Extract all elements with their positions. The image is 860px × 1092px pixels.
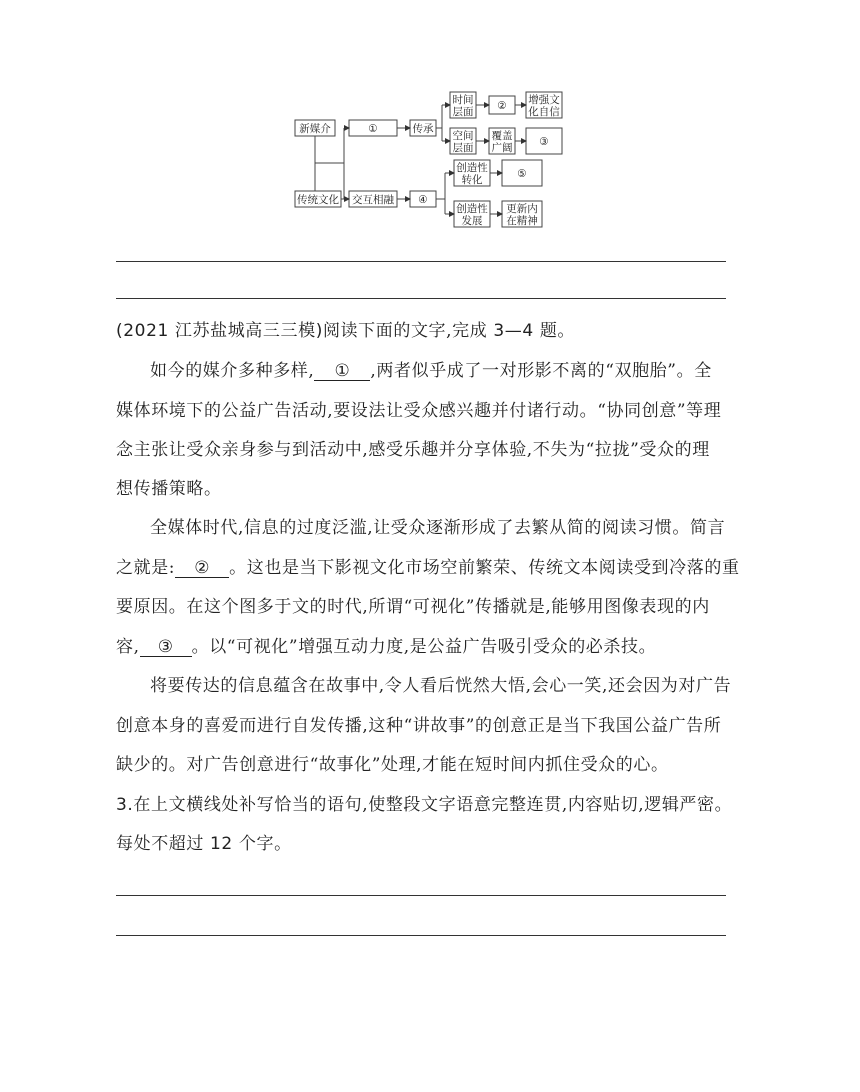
space-label-1: 空间	[452, 130, 474, 142]
source-instruction-end: 题。	[533, 321, 576, 341]
blank-2[interactable]: ②	[175, 559, 229, 578]
p1-line-2: 媒体环境下的公益广告活动,要设法让受众感兴趣并付诸行动。“协同创意”等理	[116, 401, 722, 421]
answer-line-2[interactable]	[116, 298, 726, 299]
p1-text-b: ,两者似乎成了一对形影不离的“双胞胎”。全	[370, 361, 712, 381]
question-3-limit: 12	[210, 834, 233, 854]
time-label-2: 层面	[452, 106, 474, 118]
source-paren-close: )	[315, 321, 323, 341]
creative-dev-label-2: 发展	[461, 215, 483, 227]
p3-line-2: 创意本身的喜爱而进行自发传播,这种“讲故事”的创意正是当下我国公益广告所	[116, 716, 722, 736]
question-3-line-1	[116, 795, 756, 815]
cover-label-1: 覆盖	[491, 130, 513, 142]
p1-text-a: 如今的媒介多种多样,	[150, 361, 315, 381]
source-line	[116, 321, 756, 341]
node3-label: ③	[539, 136, 549, 148]
source-instruction: 阅读下面的文字,完成	[322, 321, 494, 341]
question-3-limit-b: 个字。	[232, 834, 292, 854]
answer-line-1[interactable]	[116, 261, 726, 262]
p1-line-3: 念主张让受众亲身参与到活动中,感受乐趣并分享体验,不失为“拉拢”受众的理	[116, 440, 710, 460]
new-media-label: 新媒介	[299, 123, 331, 135]
node1-label: ①	[368, 123, 378, 135]
concept-diagram	[290, 86, 580, 234]
p2-line-4	[116, 637, 756, 657]
p1-line-4: 想传播策略。	[116, 479, 222, 499]
cover-label-2: 广阔	[491, 142, 513, 154]
blank-3[interactable]: ③	[140, 638, 192, 657]
enhance-label-1: 增强文	[528, 94, 560, 106]
traditional-culture-label: 传统文化	[297, 194, 339, 206]
p2-line-1: 全媒体时代,信息的过度泛滥,让受众逐渐形成了去繁从简的阅读习惯。简言	[150, 518, 726, 538]
p2-text-a: 之就是:	[116, 558, 176, 578]
source-year: 2021	[123, 321, 169, 341]
answer-line-4[interactable]	[116, 935, 726, 936]
interact-label: 交互相融	[352, 194, 394, 206]
p2-text-c: 容,	[116, 637, 140, 657]
space-label-2: 层面	[452, 142, 474, 154]
node5-label: ⑤	[517, 168, 527, 180]
question-range: 3—4	[493, 321, 534, 341]
question-3-line-2	[116, 834, 756, 854]
creative-dev-label-1: 创造性	[456, 203, 488, 215]
source-place: 江苏盐城高三三模	[168, 321, 316, 341]
question-3-limit-a: 每处不超过	[116, 834, 211, 854]
p1-line-1	[150, 361, 790, 381]
p2-line-3: 要原因。在这个图多于文的时代,所谓“可视化”传播就是,能够用图像表现的内	[116, 597, 710, 617]
blank-1[interactable]: ①	[314, 362, 370, 381]
question-number: 3.	[116, 795, 134, 815]
renew-label-2: 在精神	[506, 215, 538, 227]
source-paren-open: (	[116, 321, 124, 341]
node4-label: ④	[418, 194, 428, 206]
inherit-label: 传承	[412, 123, 434, 135]
p2-line-2	[116, 558, 756, 578]
p2-text-b: 。这也是当下影视文化市场空前繁荣、传统文本阅读受到冷落的重	[229, 558, 740, 578]
p3-line-1: 将要传达的信息蕴含在故事中,令人看后恍然大悟,会心一笑,还会因为对广告	[150, 676, 732, 696]
answer-line-3[interactable]	[116, 895, 726, 896]
p3-line-3: 缺少的。对广告创意进行“故事化”处理,才能在短时间内抓住受众的心。	[116, 755, 669, 775]
creative-transform-label-2: 转化	[461, 174, 483, 186]
time-label-1: 时间	[452, 94, 474, 106]
renew-label-1: 更新内	[506, 203, 538, 215]
creative-transform-label-1: 创造性	[456, 162, 488, 174]
enhance-label-2: 化自信	[528, 106, 560, 118]
node2-label: ②	[497, 100, 507, 112]
question-3-text: 在上文横线处补写恰当的语句,使整段文字语意完整连贯,内容贴切,逻辑严密。	[133, 795, 733, 815]
p2-text-d: 。以“可视化”增强互动力度,是公益广告吸引受众的必杀技。	[191, 637, 657, 657]
